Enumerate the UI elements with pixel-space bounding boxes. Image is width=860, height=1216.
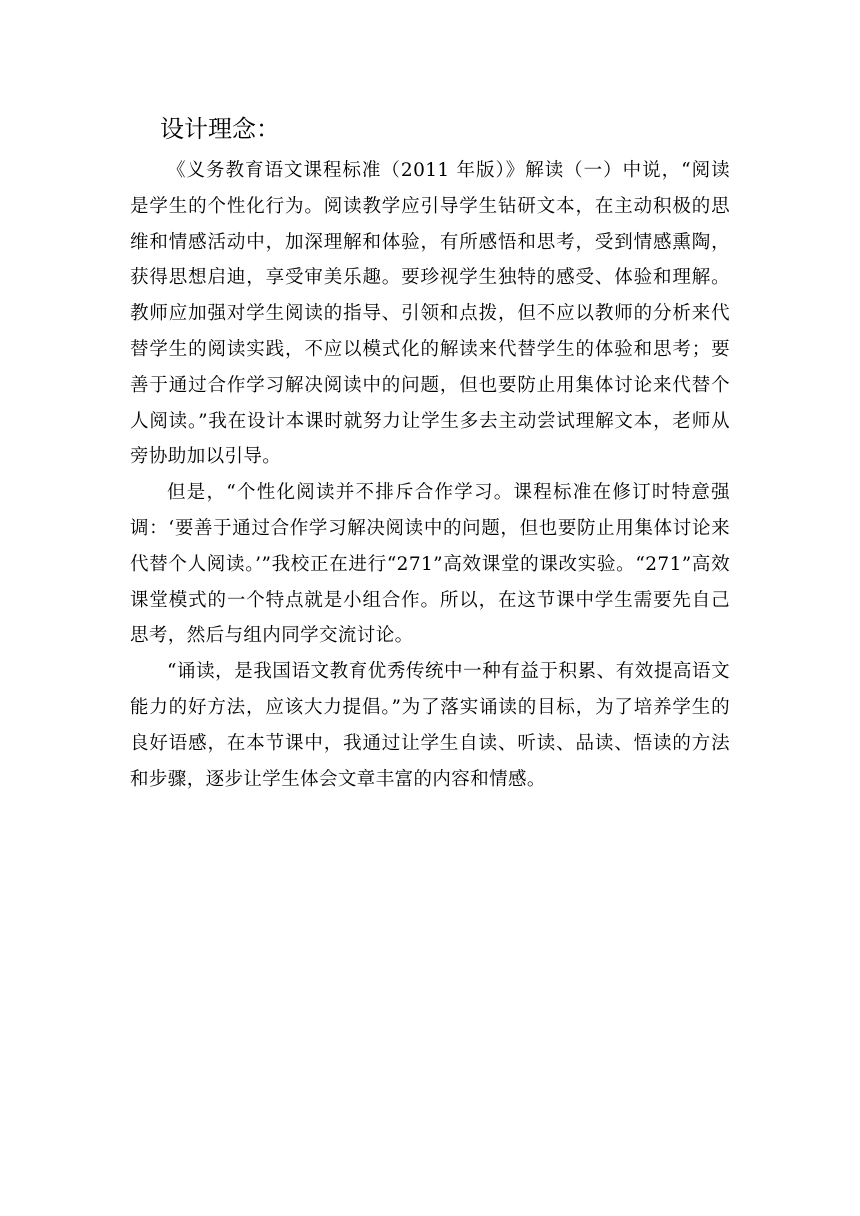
paragraph-curriculum-standard: 《义务教育语文课程标准（2011 年版）》解读（一）中说，“阅读是学生的个性化行为。阅读教学应引导学生钻研文本，在主动积极的思维和情感活动中，加深理解和体验，有所感悟和思考，受到情感熏陶，获得思想启迪，享受审美乐趣。要珍视学生独特的感受、体验和理解。教师应加强对学生阅读的指导、引领和点拨，但不应以教师的分析来代替学生的阅读实践，不应以模式化的解读来代替学生的体验和思考；要善于通过合作学习解决阅读中的问题，但也要防止用集体讨论来代替个人阅读。”我在设计本课时就努力让学生多去主动尝试理解文本，老师从旁协助加以引导。 <box>130 160 730 468</box>
paragraph-recitation: “诵读，是我国语文教育优秀传统中一种有益于积累、有效提高语文能力的好方法，应该大力提倡。”为了落实诵读的目标，为了培养学生的良好语感，在本节课中，我通过让学生自读、听读、品读、悟读的方法和步骤，逐步让学生体会文章丰富的内容和情感。 <box>130 661 730 790</box>
section-heading: 设计理念： <box>160 115 280 143</box>
paragraph-cooperative-learning: 但是，“个性化阅读并不排斥合作学习。课程标准在修订时特意强调：‘要善于通过合作学习解决阅读中的问题，但也要防止用集体讨论来代替个人阅读。’”我校正在进行“271”高效课堂的课改实验。“271”高效课堂模式的一个特点就是小组合作。所以，在这节课中学生需要先自己思考，然后与组内同学交流讨论。 <box>130 482 730 647</box>
body-text <box>130 153 730 797</box>
